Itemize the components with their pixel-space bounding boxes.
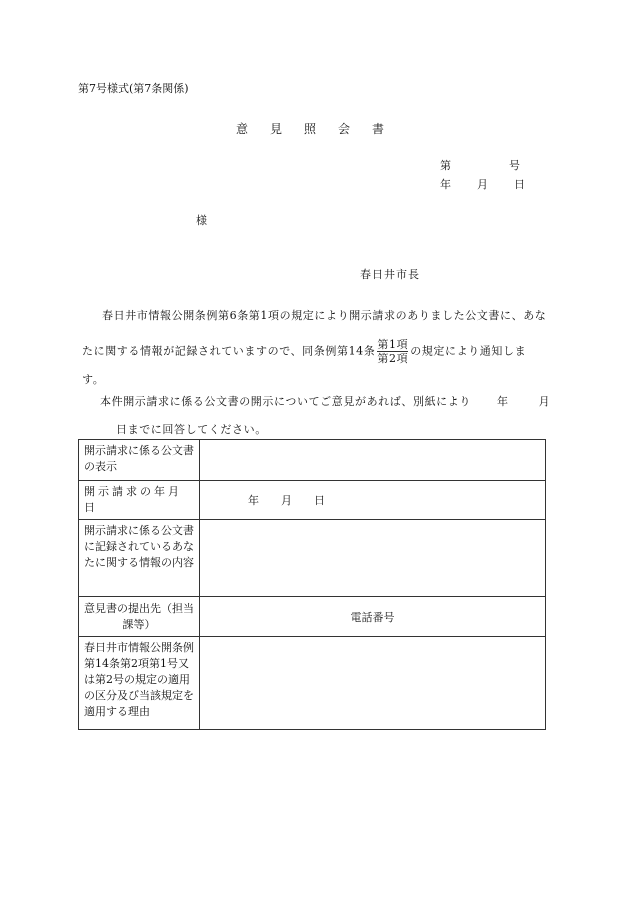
body-line-2-before: たに関する情報が記録されていますので、同条例第14条 xyxy=(82,344,376,358)
information-table xyxy=(78,439,546,730)
table-row xyxy=(79,597,546,637)
number-prefix: 第 xyxy=(440,159,451,172)
document-date-line xyxy=(440,176,525,192)
table-row xyxy=(79,481,546,520)
body-line-2-after: の規定により通知しま xyxy=(410,344,527,358)
date-month: 月 xyxy=(477,178,488,191)
recipient-suffix: 様 xyxy=(196,214,207,227)
table-row xyxy=(79,637,546,730)
table-row xyxy=(79,440,546,481)
number-suffix: 号 xyxy=(509,159,520,172)
clause-fraction-bottom: 第2項 xyxy=(377,352,409,365)
row-value: 電話番号 xyxy=(200,597,546,637)
row-value xyxy=(200,440,546,481)
row-label: 開示請求に係る公文書に記録されているあなたに関する情報の内容 xyxy=(79,520,200,597)
row-label: 開示請求に係る公文書の表示 xyxy=(79,440,200,481)
row-label: 春日井市情報公開条例第14条第2項第1号又は第2号の規定の適用の区分及び当該規定を適用する理由 xyxy=(79,637,200,730)
form-number-label: 第7号様式(第7条関係) xyxy=(78,82,189,95)
row-label: 意見書の提出先（担当課等） xyxy=(79,597,200,637)
body-line-5: 日までに回答してください。 xyxy=(116,423,267,436)
body-line-4-text: 本件開示請求に係る公文書の開示についてご意見があれば、別紙により xyxy=(100,395,471,408)
document-number-line xyxy=(440,157,520,173)
row-value: 年 月 日 xyxy=(200,481,546,520)
table-row xyxy=(79,520,546,597)
body-line-2 xyxy=(82,338,526,365)
body-line-3: す。 xyxy=(82,373,105,386)
document-title: 意見照会書 xyxy=(236,122,407,136)
body-line-4 xyxy=(100,393,550,409)
clause-fraction-top: 第1項 xyxy=(377,338,409,351)
date-year: 年 xyxy=(440,178,451,191)
reply-year: 年 xyxy=(496,395,509,408)
reply-month: 月 xyxy=(538,395,551,408)
row-value xyxy=(200,637,546,730)
sender-name: 春日井市長 xyxy=(360,268,420,281)
clause-fraction xyxy=(377,338,408,365)
row-label: 開示請求の年月日 xyxy=(79,481,200,520)
row-value xyxy=(200,520,546,597)
body-line-1: 春日井市情報公開条例第6条第1項の規定により開示請求のありました公文書に、あな xyxy=(102,309,547,322)
date-day: 日 xyxy=(514,178,525,191)
